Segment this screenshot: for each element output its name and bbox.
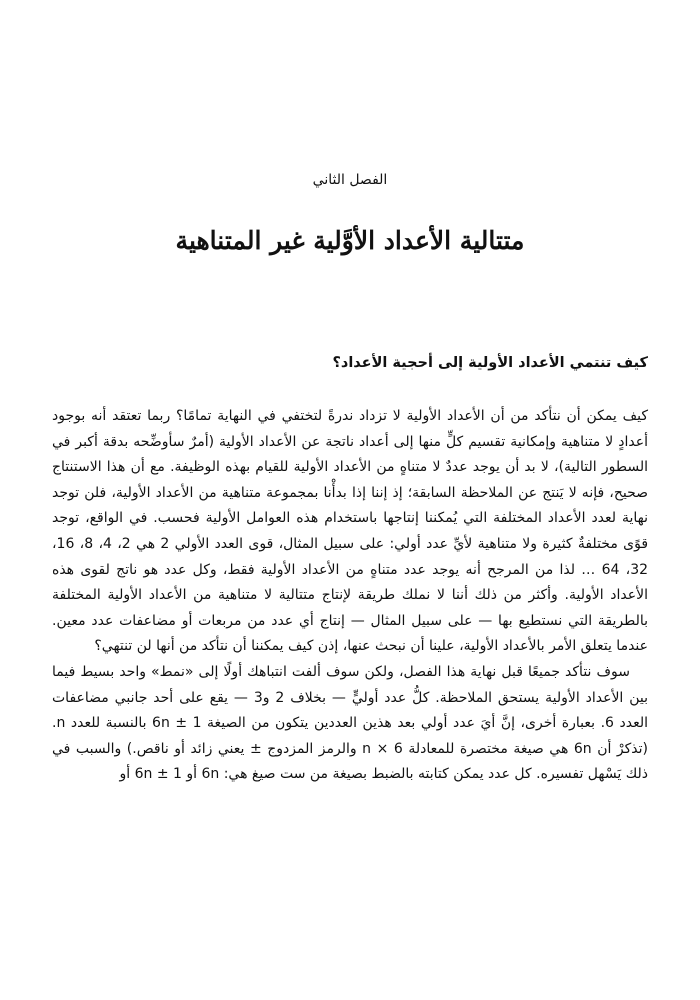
body-text (52, 404, 648, 788)
paragraph-2: سوف نتأكد جميعًا قبل نهاية هذا الفصل، ولكن سوف ألفت انتباهك أولًا إلى «نمط» واحد بسيط فيما بين الأعداد الأولية يستحق الملاحظة. كلُّ عدد أوليٍّ — بخلاف 2 و3 — يقع على أحد جانبي مضاعفات العدد 6. بعبارة أخرى، إنَّ أيَ عدد أولي بعد هذين العددين يتكون من الصيغة 6n ± 1 بالنسبة للعدد n. (تذكرْ أن 6n هي صيغة مختصرة للمعادلة 6 × n والرمز المزدوج ± يعني زائد أو ناقص.) والسبب في ذلك يَسْهل تفسيره. كل عدد يمكن كتابته بالضبط بصيغة من ست صيغ هي: 6n أو 6n ± 1 أو (52, 663, 648, 783)
section-heading: كيف تنتمي الأعداد الأولية إلى أحجية الأعداد؟ (332, 355, 648, 371)
chapter-title: متتالية الأعداد الأوَّلية غير المتناهية (175, 226, 525, 255)
chapter-label: الفصل الثاني (312, 172, 388, 188)
paragraph-1: كيف يمكن أن نتأكد من أن الأعداد الأولية لا تزداد ندرةً لتختفي في النهاية تمامًا؟ ربما تعتقد أنه بوجود أعدادٍ لا متناهية وإمكانية تقسيم كلٍّ منها إلى أعداد ناتجة عن الأعداد الأولية (أمرٌ سأوضِّحه بدقة أكبر في السطور التالية)، لا بد أن يوجد عددٌ لا متناهٍ من الأعداد الأولية للقيام بهذه الوظيفة. مع أن هذا الاستنتاج صحيح، فإنه لا يَنتج عن الملاحظة السابقة؛ إذ إننا إذا بدأْنا بمجموعة متناهية من الأعداد الأولية، فلن توجد نهاية لعدد الأعداد المختلفة التي يُمكننا إنتاجها باستخدام هذه العوامل الأولية فحسب. في الواقع، توجد قوًى مختلفةٌ كثيرة ولا متناهية لأيِّ عدد أولي: على سبيل المثال، قوى العدد الأولي 2 هي 2، 4، 8، 16، 32، 64 … لذا من المرجح أنه يوجد عدد متناهٍ من الأعداد الأولية فقط، وكل عدد هو ناتج لقوى هذه الأعداد الأولية. وأكثر من ذلك أننا لا نملك طريقة لإنتاج متتالية لا متناهية من الأعداد الأولية المختلفة بالطريقة التي نستطيع بها — على سبيل المثال — إنتاج أي عدد من مربعات أو مضاعفات عدد معين. عندما يتعلق الأمر بالأعداد الأولية، علينا أن نبحث عنها، إذن كيف يمكننا أن نتأكد من أنها لن تنتهي؟ (52, 408, 649, 655)
